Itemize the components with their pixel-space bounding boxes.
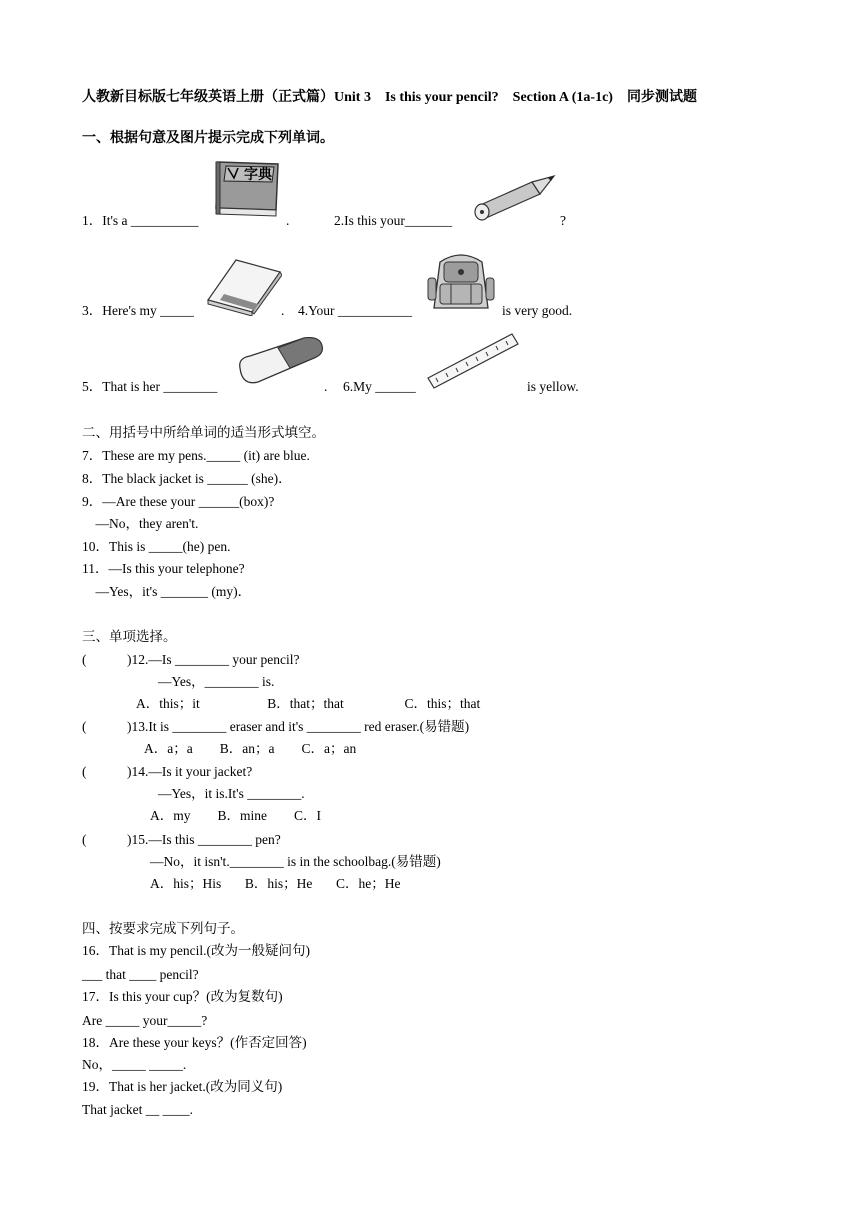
dictionary-picture: [212, 158, 284, 220]
q12-reply: —Yes，________ is.: [158, 674, 275, 689]
q9-answer: —No，they aren't.: [82, 516, 199, 531]
q18-answer: No，_____ _____.: [82, 1057, 187, 1072]
q15-reply: —No，it isn't.________ is in the schoolbag.(易错题): [150, 854, 441, 869]
q5-text: 5．That is her ________: [82, 379, 218, 394]
q8: 8．The black jacket is ______ (she)．: [82, 471, 292, 486]
q7: 7．These are my pens._____ (it) are blue.: [82, 448, 310, 463]
q16-answer: ___ that ____ pencil?: [82, 967, 199, 982]
q17: 17．Is this your cup？(改为复数句): [82, 989, 283, 1004]
eraser-picture: [234, 334, 326, 390]
q19-answer: That jacket __ ____.: [82, 1102, 193, 1117]
q17-answer: Are _____ your_____?: [82, 1013, 208, 1028]
q4-text: 4.Your ___________: [298, 303, 413, 318]
book-picture: [206, 258, 282, 316]
q14-reply: —Yes，it is.It's ________.: [158, 786, 305, 801]
q3-text: 3．Here's my _____: [82, 303, 194, 318]
q2-text: 2.Is this your_______: [334, 213, 453, 228]
q5-end: .: [324, 379, 328, 394]
q10: 10．This is _____(he) pen.: [82, 539, 231, 554]
q11-answer: —Yes，it's _______ (my)．: [82, 584, 252, 599]
part1-heading: 一、根据句意及图片提示完成下列单词。: [82, 131, 334, 146]
q3-end: .: [281, 303, 285, 318]
part2-heading: 二、用括号中所给单词的适当形式填空。: [82, 425, 325, 440]
q1-end: .: [286, 213, 290, 228]
q19: 19．That is her jacket.(改为同义句): [82, 1079, 283, 1094]
q4-end: is very good.: [502, 303, 573, 318]
q15: ( )15.—Is this ________ pen?: [82, 832, 281, 847]
q9: 9．—Are these your ______(box)?: [82, 494, 275, 509]
q11: 11．—Is this your telephone?: [82, 561, 245, 576]
q6-text: 6.My ______: [343, 379, 416, 394]
q1-text: 1．It's a __________: [82, 213, 199, 228]
q13: ( )13.It is ________ eraser and it's ________ red eraser.(易错题): [82, 719, 470, 734]
q2-end: ?: [560, 213, 566, 228]
ruler-picture: [426, 332, 520, 390]
dictionary-label: 字典: [244, 167, 272, 183]
part3-heading: 三、单项选择。: [82, 629, 177, 644]
q14-options: A．my B．mine C．I: [150, 808, 321, 823]
part4-heading: 四、按要求完成下列句子。: [82, 921, 244, 936]
q16: 16．That is my pencil.(改为一般疑问句): [82, 943, 310, 958]
q6-end: is yellow.: [527, 379, 579, 394]
pencil-picture: [470, 172, 558, 222]
q14: ( )14.—Is it your jacket?: [82, 764, 253, 779]
q13-options: A．a；a B．an；a C．a；an: [144, 741, 357, 756]
q12-options: A．this；it B．that；that C．this；that: [136, 696, 481, 711]
worksheet-title: 人教新目标版七年级英语上册（正式篇）Unit 3 Is this your pencil? Section A (1a-1c) 同步测试题: [82, 90, 697, 105]
schoolbag-picture: [426, 248, 496, 314]
q18: 18．Are these your keys？(作否定回答): [82, 1035, 307, 1050]
q15-options: A．his；His B．his；He C．he；He: [150, 876, 401, 891]
q12: ( )12.—Is ________ your pencil?: [82, 652, 300, 667]
